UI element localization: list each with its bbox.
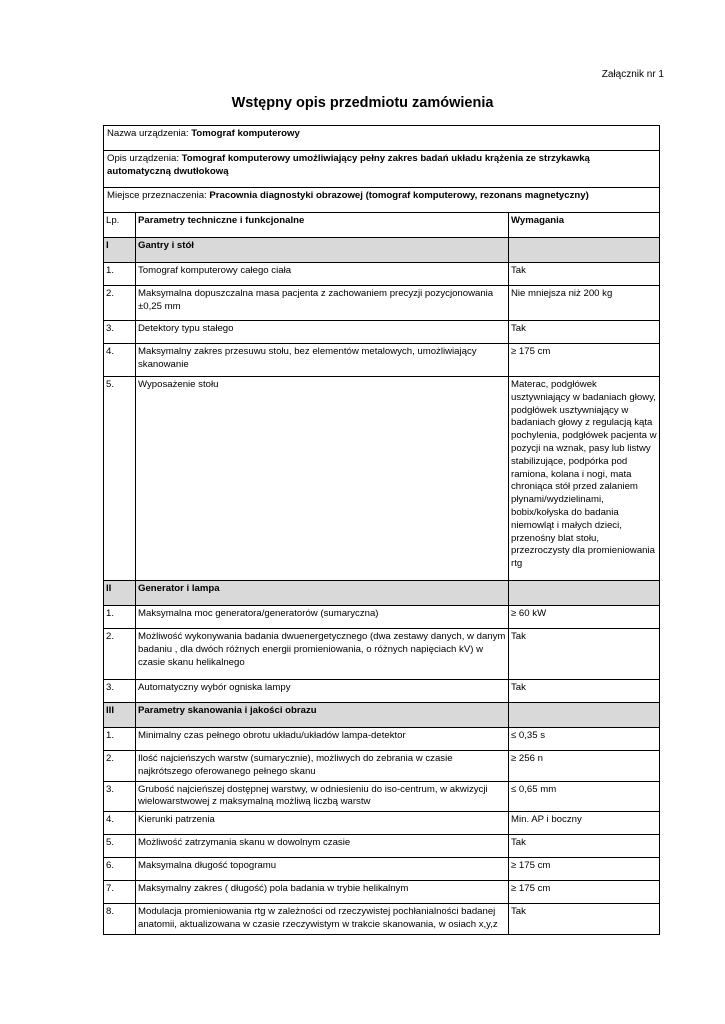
device-description-label: Opis urządzenia: [107,153,182,164]
row-parameter: Maksymalny zakres przesuwu stołu, bez elementów metalowych, umożliwiający skanowanie [136,344,509,377]
row-parameter: Modulacja promieniowania rtg w zależności od rzeczywistej pochłanialności badanej anatomii, aktualizowana w czasie rzeczywistym w trakcie skanowania, w osiach x,y,z [136,904,509,935]
table-row [104,812,660,835]
section-req-empty [509,238,660,263]
row-requirement: Nie mniejsza niż 200 kg [509,286,660,321]
row-parameter: Maksymalny zakres ( długość) pola badania w trybie helikalnym [136,881,509,904]
table-row [104,728,660,751]
row-lp: 2. [104,751,136,782]
row-lp: 3. [104,321,136,344]
column-header-params-label: Parametry techniczne i funkcjonalne [138,215,305,226]
row-requirement: Tak [509,680,660,703]
table-row [104,286,660,321]
row-requirement: ≥ 60 kW [509,606,660,629]
row-lp: 4. [104,344,136,377]
row-requirement: ≥ 175 cm [509,881,660,904]
destination-row [104,188,660,213]
row-parameter: Maksymalna długość topogramu [136,858,509,881]
section-header-row [104,703,660,728]
row-lp: 1. [104,606,136,629]
device-name-label: Nazwa urządzenia: [107,128,192,139]
device-name-cell [104,126,660,151]
section-number: III [104,703,136,728]
row-requirement: Tak [509,904,660,935]
row-parameter: Grubość najcieńszej dostępnej warstwy, w odniesieniu do iso-centrum, w akwizycji wielowarstwowej z maksymalną możliwą liczbą warstw [136,781,509,812]
row-lp: 3. [104,680,136,703]
row-lp: 5. [104,377,136,581]
device-description-row [104,151,660,188]
table-row [104,835,660,858]
row-parameter: Możliwość wykonywania badania dwuenergetycznego (dwa zestawy danych, w danym badaniu , dla dwóch różnych energii promieniowania, o różnych napięciach kV) w czasie skanu helikalnego [136,629,509,680]
row-requirement: ≥ 256 n [509,751,660,782]
row-requirement: ≤ 0,65 mm [509,781,660,812]
destination-label: Miejsce przeznaczenia: [107,190,210,201]
row-lp: 1. [104,263,136,286]
column-header-row [104,213,660,238]
column-header-lp: Lp. [104,213,136,238]
device-description-value: Tomograf komputerowy umożliwiający pełny zakres badań układu krążenia ze strzykawką automatyczną dwutłokową [107,153,590,177]
page-title: Wstępny opis przedmiotu zamówienia [231,95,494,111]
device-description-cell [104,151,660,188]
row-requirement: Min. AP i boczny [509,812,660,835]
row-parameter: Maksymalna moc generatora/generatorów (sumaryczna) [136,606,509,629]
row-requirement: ≥ 175 cm [509,858,660,881]
row-lp: 7. [104,881,136,904]
row-parameter: Minimalny czas pełnego obrotu układu/układów lampa-detektor [136,728,509,751]
destination-cell [104,188,660,213]
row-lp: 1. [104,728,136,751]
table-row [104,321,660,344]
row-requirement: Materac, podgłówek usztywniający w badaniach głowy, podgłówek usztywniający w badaniach głowy z regulacją kąta pochylenia, podgłówek pacjenta w pozycji na wznak, pasy lub listwy stabilizujące, podpórka pod ramiona, kolana i nogi, mata chroniąca stół przed zalaniem płynami/wydzielinami, bobix/kołyska do badania niemowląt i małych dzieci, przenośny blat stołu, przezroczysty dla promieniowania rtg [509,377,660,581]
device-name-value: Tomograf komputerowy [191,128,300,139]
row-lp: 6. [104,858,136,881]
row-parameter: Możliwość zatrzymania skanu w dowolnym czasie [136,835,509,858]
table-row [104,881,660,904]
row-parameter: Maksymalna dopuszczalna masa pacjenta z zachowaniem precyzji pozycjonowania ±0,25 mm [136,286,509,321]
section-title: Parametry skanowania i jakości obrazu [136,703,509,728]
row-requirement: Tak [509,321,660,344]
row-parameter: Wyposażenie stołu [136,377,509,581]
table-row [104,781,660,812]
attachment-label: Załącznik nr 1 [601,69,664,80]
row-requirement: Tak [509,263,660,286]
row-parameter: Ilość najcieńszych warstw (sumarycznie), możliwych do zebrania w czasie najkrótszego oferowanego pełnego skanu [136,751,509,782]
specification-table [103,125,660,935]
table-row [104,629,660,680]
row-lp: 2. [104,286,136,321]
destination-value: Pracownia diagnostyki obrazowej (tomograf komputerowy, rezonans magnetyczny) [209,190,589,201]
section-number: I [104,238,136,263]
section-req-empty [509,581,660,606]
table-row [104,680,660,703]
row-parameter: Tomograf komputerowy całego ciała [136,263,509,286]
section-req-empty [509,703,660,728]
table-row [104,377,660,581]
row-requirement: ≥ 175 cm [509,344,660,377]
section-title: Generator i lampa [136,581,509,606]
section-header-row [104,238,660,263]
row-lp: 5. [104,835,136,858]
column-header-req [509,213,660,238]
section-number: II [104,581,136,606]
table-row [104,344,660,377]
row-parameter: Kierunki patrzenia [136,812,509,835]
column-header-params [136,213,509,238]
row-lp: 8. [104,904,136,935]
table-body [104,126,660,935]
row-parameter: Automatyczny wybór ogniska lampy [136,680,509,703]
table-row [104,606,660,629]
table-row [104,263,660,286]
column-header-req-label: Wymagania [511,215,565,226]
row-parameter: Detektory typu stałego [136,321,509,344]
row-requirement: Tak [509,835,660,858]
table-row [104,751,660,782]
row-lp: 3. [104,781,136,812]
row-requirement: Tak [509,629,660,680]
row-lp: 2. [104,629,136,680]
row-requirement: ≤ 0,35 s [509,728,660,751]
device-name-row [104,126,660,151]
row-lp: 4. [104,812,136,835]
table-row [104,904,660,935]
section-header-row [104,581,660,606]
table-row [104,858,660,881]
section-title: Gantry i stół [136,238,509,263]
